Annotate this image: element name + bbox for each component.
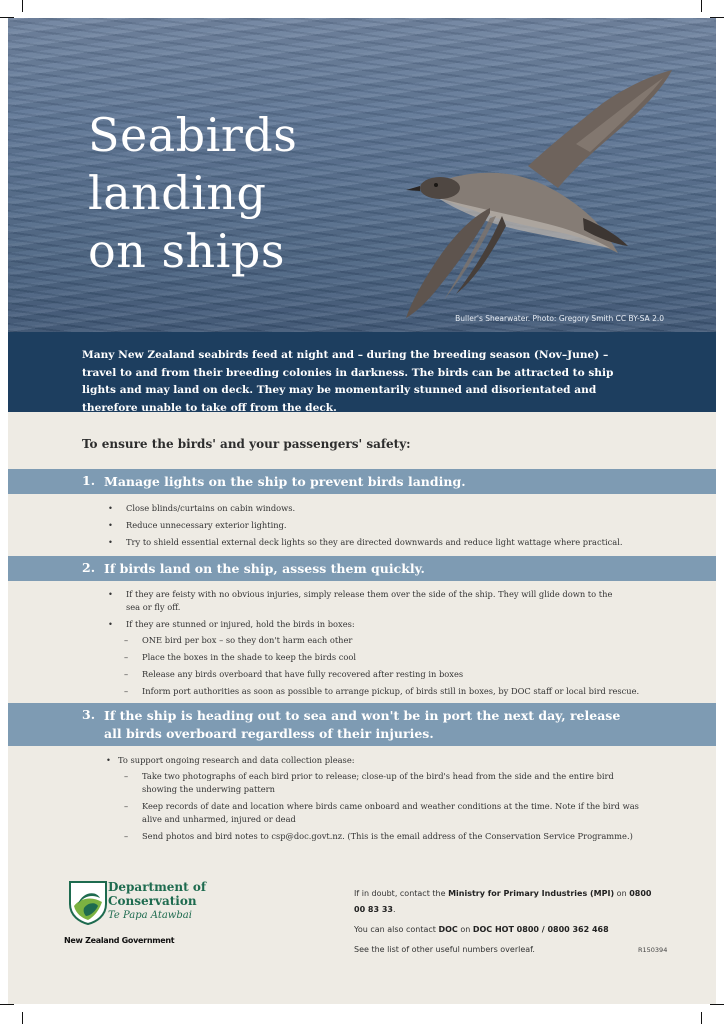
nz-government-wordmark: New Zealand Government [64, 936, 175, 945]
section-heading: If birds land on the ship, assess them quickly. [104, 561, 425, 576]
list-item: • Close blinds/curtains on cabin windows. [108, 503, 296, 513]
section-1-list [108, 502, 666, 549]
sub-list-item: – Release any birds overboard that have fully recovered after resting in boxes [124, 669, 464, 679]
doc-wordmark: Department of Conservation [108, 880, 207, 908]
section-3-sublist [124, 770, 642, 843]
crop-mark [701, 0, 702, 12]
crop-mark [22, 1012, 23, 1024]
section-3-header [8, 703, 716, 746]
section-1-header [8, 469, 716, 494]
poster-page [8, 18, 716, 1004]
contact-doc: You can also contact DOC on DOC HOT 0800 / 0800 362 468 [354, 925, 609, 934]
sub-list-item: – Inform port authorities as soon as possible to arrange pickup, of birds still in boxes, by DOC staff or local bird rescue. [124, 686, 640, 696]
crop-mark [710, 1004, 724, 1005]
section-number: 2. [82, 560, 96, 575]
section-number: 3. [82, 707, 96, 722]
title-line: on ships [88, 224, 285, 278]
document-code: R150394 [638, 946, 668, 954]
sub-list-item: – Keep records of date and location where birds came onboard and weather conditions at the time. Note if the bird was alive and unharmed, injured or dead [124, 801, 639, 824]
section-3-list [106, 754, 638, 767]
list-item: • To support ongoing research and data collection please: [106, 755, 355, 765]
safety-lead: To ensure the birds' and your passengers' safety: [82, 437, 411, 451]
section-heading: Manage lights on the ship to prevent birds landing. [104, 474, 466, 489]
doc-logo-icon [64, 878, 112, 926]
section-2-header [8, 556, 716, 581]
section-2-list [108, 588, 616, 631]
intro-band [8, 332, 716, 412]
photo-credit: Buller's Shearwater. Photo: Gregory Smith CC BY-SA 2.0 [455, 314, 664, 323]
list-item: • Reduce unnecessary exterior lighting. [108, 520, 287, 530]
crop-mark [22, 0, 23, 12]
title-line: Seabirds [88, 108, 298, 162]
intro-text: Many New Zealand seabirds feed at night and – during the breeding season (Nov–June) – travel to and from their breeding colonies in darkness. The birds can be attracted to ship lights and may land on deck. They may be momentarily stunned and disorientated and therefore unable to take off from the deck. [82, 349, 614, 414]
list-item: • If they are stunned or injured, hold the birds in boxes: [108, 619, 355, 629]
contact-mpi: If in doubt, contact the Ministry for Primary Industries (MPI) on 0800 00 83 33. [354, 889, 652, 914]
sub-list-item: – Place the boxes in the shade to keep the birds cool [124, 652, 357, 662]
shearwater-bird-image [378, 48, 678, 318]
list-item: • If they are feisty with no obvious injuries, simply release them over the side of the ship. They will glide down to the sea or fly off. [108, 589, 613, 612]
doc-maori-name: Te Papa Atawbai [108, 910, 192, 921]
sub-list-item: – Take two photographs of each bird prior to release; close-up of the bird's head from the side and the entire bird showing the underwing pattern [124, 771, 614, 794]
crop-mark [701, 1012, 702, 1024]
crop-mark [0, 1004, 14, 1005]
list-item: • Try to shield essential external deck lights so they are directed downwards and reduce light wattage where practical. [108, 537, 623, 547]
contact-overleaf: See the list of other useful numbers overleaf. [354, 945, 535, 954]
title-line: landing [88, 166, 267, 220]
section-heading: If the ship is heading out to sea and won't be in port the next day, release all birds overboard regardless of their injuries. [104, 708, 621, 741]
sub-list-item: – ONE bird per box – so they don't harm each other [124, 635, 353, 645]
section-number: 1. [82, 473, 96, 488]
poster-title [88, 106, 368, 280]
section-2-sublist [124, 634, 662, 698]
sub-list-item: – Send photos and bird notes to csp@doc.govt.nz. (This is the email address of the Conservation Service Programme.) [124, 831, 633, 841]
hero-photo [8, 18, 716, 332]
contact-info [354, 886, 664, 958]
